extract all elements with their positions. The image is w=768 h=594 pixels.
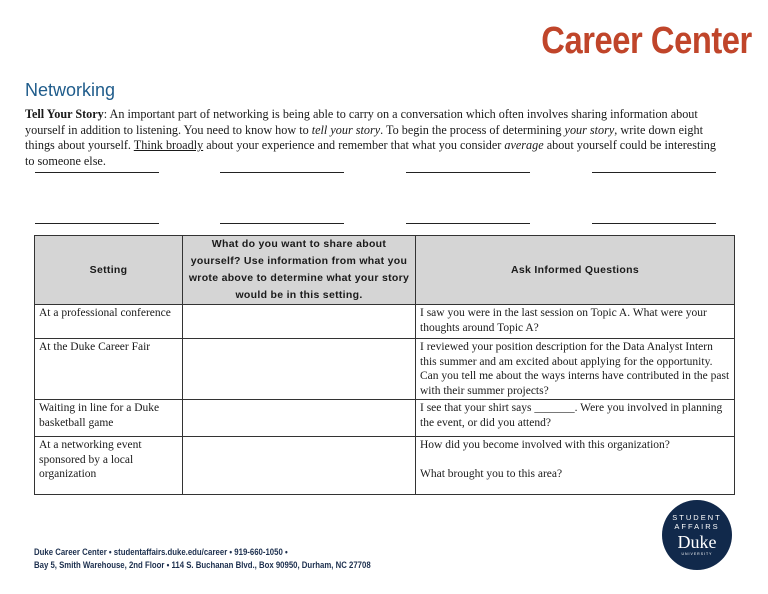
setting-cell: Waiting in line for a Duke basketball game — [35, 400, 183, 437]
setting-cell: At the Duke Career Fair — [35, 339, 183, 400]
section-title: Networking — [25, 80, 116, 100]
question-cell — [416, 339, 735, 400]
write-in-line-4[interactable] — [592, 172, 716, 173]
table-header-row — [35, 236, 735, 305]
question-cell — [416, 437, 735, 495]
write-in-line-3[interactable] — [406, 172, 530, 173]
career-center-brand: Career Center — [541, 20, 752, 62]
setting-cell: At a networking event sponsored by a local organization — [35, 437, 183, 495]
logo-line-4: UNIVERSITY — [681, 552, 713, 556]
header-setting: Setting — [35, 236, 183, 305]
share-cell[interactable] — [183, 339, 416, 400]
footer-line-1: Duke Career Center • studentaffairs.duke.edu/career • 919-660-1050 • — [34, 547, 288, 558]
question-text: I reviewed your position description for the Data Analyst Intern this summer and am excited about applying for the opportunity. Can you tell me about the ways interns have contributed in the past with their summer projects? — [420, 341, 730, 397]
intro-lead: Tell Your Story — [25, 107, 104, 121]
intro-text-3: , write down eight things about yourself. — [25, 122, 703, 152]
write-in-line-7[interactable] — [406, 223, 530, 224]
share-cell[interactable] — [183, 305, 416, 339]
intro-paragraph — [25, 107, 725, 169]
question-text: I saw you were in the last session on Topic A. What were your thoughts around Topic A? — [420, 307, 707, 334]
question-cell — [416, 400, 735, 437]
intro-text-2: . To begin the process of determining — [380, 122, 565, 137]
footer-contact — [34, 546, 371, 572]
intro-underline: Think broadly — [133, 138, 204, 152]
share-cell[interactable] — [183, 400, 416, 437]
table-row — [35, 437, 735, 495]
question-cell — [416, 305, 735, 339]
write-in-line-1[interactable] — [35, 172, 159, 173]
footer-line-2: Bay 5, Smith Warehouse, 2nd Floor • 114 S. Buchanan Blvd., Box 90950, Durham, NC 27708 — [34, 560, 371, 571]
table-row — [35, 339, 735, 400]
logo-line-1: STUDENT — [672, 513, 722, 522]
write-in-line-5[interactable] — [35, 223, 159, 224]
write-in-line-2[interactable] — [220, 172, 344, 173]
intro-text-5: about yourself could be interesting to someone else. — [25, 138, 716, 168]
setting-cell: At a professional conference — [35, 305, 183, 339]
networking-table — [34, 235, 735, 495]
logo-line-2: AFFAIRS — [674, 522, 720, 531]
question-text-2: What brought you to this area? — [420, 467, 563, 480]
intro-emphasis-1: tell your story — [311, 122, 381, 137]
intro-emphasis-2: your story — [564, 122, 615, 137]
student-affairs-logo — [662, 500, 732, 570]
table-row — [35, 400, 735, 437]
logo-line-3: Duke — [677, 532, 717, 552]
header-ask: Ask Informed Questions — [416, 236, 735, 305]
intro-text-1: : An important part of networking is being able to carry on a conversation which often involves sharing information about yourself in addition to listening. You need to know how to — [25, 107, 698, 137]
question-text: I see that your shirt says _______. Were you involved in planning the event, or did you attend? — [420, 402, 723, 429]
write-in-line-8[interactable] — [592, 223, 716, 224]
share-cell[interactable] — [183, 437, 416, 495]
intro-emphasis-3: average — [504, 138, 544, 152]
question-text: How did you become involved with this organization? — [420, 439, 670, 451]
header-share: What do you want to share about yourself? Use information from what you wrote above to determine what your story would be in this setting. — [183, 236, 416, 305]
write-in-line-6[interactable] — [220, 223, 344, 224]
table-row — [35, 305, 735, 339]
intro-text-4: about your experience and remember that what you consider — [203, 138, 505, 152]
